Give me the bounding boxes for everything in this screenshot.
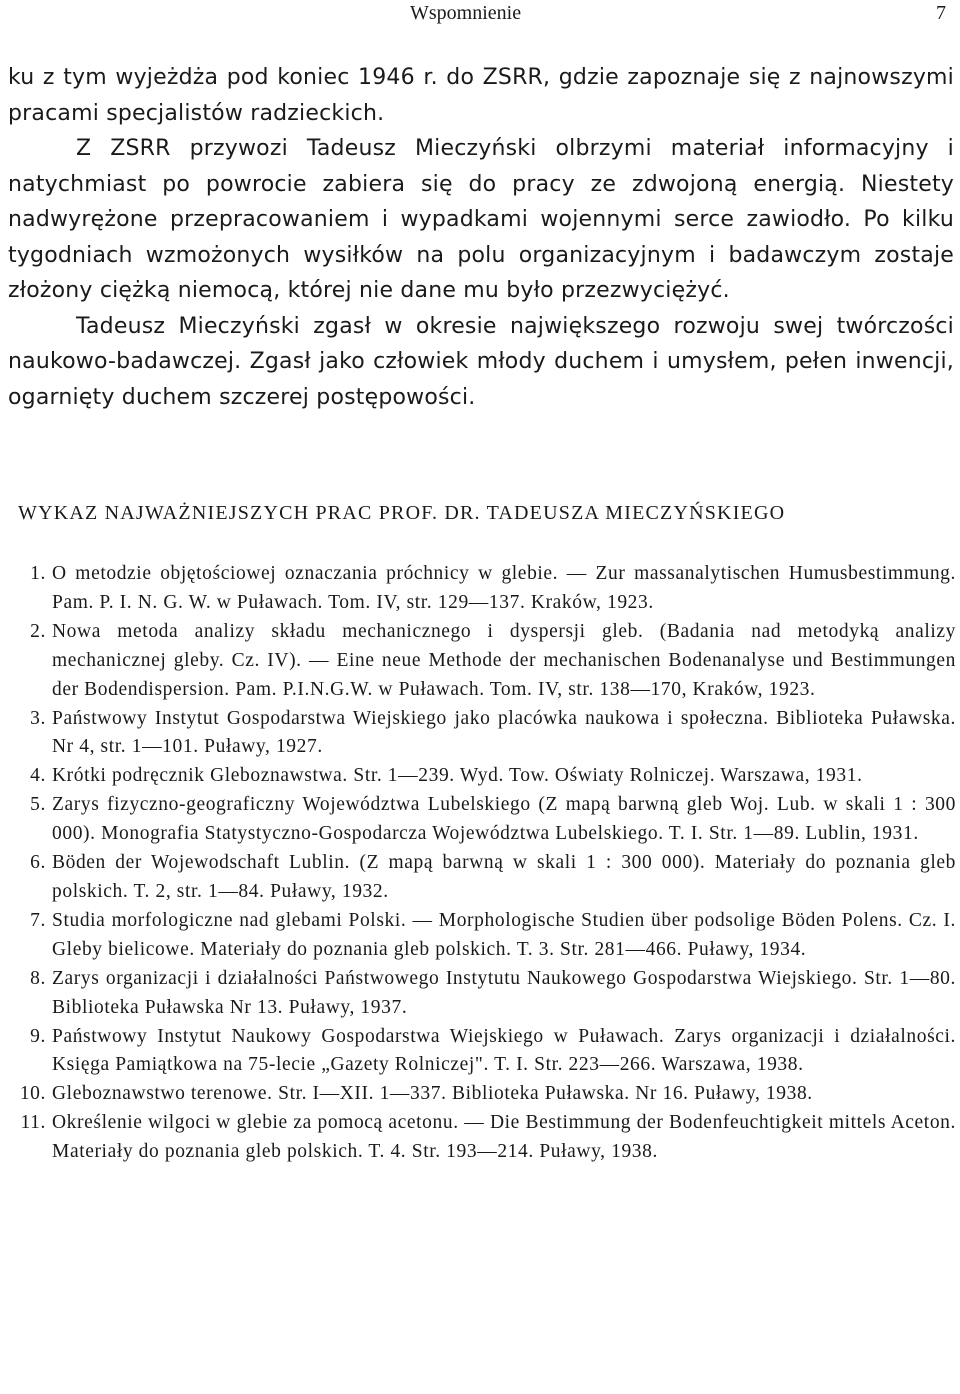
work-number: 4. xyxy=(30,765,46,787)
work-number: 8. xyxy=(30,967,46,989)
work-item xyxy=(8,1109,956,1167)
work-citation: O metodzie objętościowej oznaczania próchnicy w glebie. — Zur massanalytischen Humusbestimmung. Pam. P. I. N. G. W. w Puławach. Tom. IV, str. 129—137. Kraków, 1923. xyxy=(52,563,956,613)
work-citation: Nowa metoda analizy składu mechanicznego i dyspersji gleb. (Badania nad metodyką analizy mechanicznej gleby. Cz. IV). — Eine neue Methode der mechanischen Bodenanalyse und Bestimmungen der Bodendispersion. Pam. P.I.N.G.W. w Puławach. Tom. IV, str. 138—170, Kraków, 1923. xyxy=(52,620,956,700)
works-list-heading: WYKAZ NAJWAŻNIEJSZYCH PRAC PROF. DR. TADEUSZA MIECZYŃSKIEGO xyxy=(18,502,786,524)
work-number: 11. xyxy=(20,1112,46,1134)
work-item xyxy=(8,849,956,907)
body-paragraph: Tadeusz Mieczyński zgasł w okresie największego rozwoju swej twórczości naukowo-badawczej. Zgasł jako człowiek młody duchem i umysłem, pełen inwencji, ogarnięty duchem szczerej postępowości. xyxy=(8,313,954,410)
work-number: 7. xyxy=(30,909,46,931)
running-header xyxy=(0,2,960,28)
work-item xyxy=(8,560,956,618)
work-item xyxy=(8,907,956,965)
work-item xyxy=(8,1023,956,1081)
work-number: 6. xyxy=(30,852,46,874)
work-citation: Zarys organizacji i działalności Państwowego Instytutu Naukowego Gospodarstwa Wiejskiego. Str. 1—80. Biblioteka Puławska Nr 13. Puławy, 1937. xyxy=(52,967,956,1018)
running-title: Wspomnienie xyxy=(410,2,522,24)
work-item xyxy=(8,965,956,1023)
work-item xyxy=(8,791,956,849)
work-number: 9. xyxy=(30,1025,46,1047)
body-paragraph: ku z tym wyjeżdża pod koniec 1946 r. do ZSRR, gdzie zapoznaje się z najnowszymi pracami specjalistów radzieckich. xyxy=(8,65,954,126)
work-number: 10. xyxy=(19,1083,46,1105)
work-item xyxy=(8,618,956,705)
work-citation: Państwowy Instytut Naukowy Gospodarstwa Wiejskiego w Puławach. Zarys organizacji i działalności. Księga Pamiątkowa na 75-lecie „Gazety Rolniczej". T. I. Str. 223—266. Warszawa, 1938. xyxy=(52,1025,956,1076)
work-number: 5. xyxy=(30,794,46,816)
work-citation: Określenie wilgoci w glebie za pomocą acetonu. — Die Bestimmung der Bodenfeuchtigkeit mittels Aceton. Materiały do poznania gleb polskich. T. 4. Str. 193—214. Puławy, 1938. xyxy=(52,1112,956,1163)
works-list xyxy=(8,560,956,1167)
work-item xyxy=(8,705,956,763)
work-citation: Zarys fizyczno-geograficzny Województwa Lubelskiego (Z mapą barwną gleb Woj. Lub. w skali 1 : 300 000). Monografia Statystyczno-Gospodarcza Województwa Lubelskiego. T. I. Str. 1—89. Lublin, 1931. xyxy=(52,794,956,845)
work-number: 1. xyxy=(30,563,46,584)
work-item xyxy=(8,762,956,791)
work-citation: Böden der Wojewodschaft Lublin. (Z mapą barwną w skali 1 : 300 000). Materiały do poznania gleb polskich. T. 2, str. 1—84. Puławy, 1932. xyxy=(52,852,956,902)
body-paragraph: Z ZSRR przywozi Tadeusz Mieczyński olbrzymi materiał informacyjny i natychmiast po powrocie zabiera się do pracy ze zdwojoną energią. Niestety nadwyrężone przepracowaniem i wypadkami wojennymi serce zawiodło. Po kilku tygodniach wzmożonych wysiłków na polu organizacyjnym i badawczym zostaje złożony ciężką niemocą, której nie dane mu było przezwyciężyć. xyxy=(8,136,954,303)
page-number: 7 xyxy=(936,2,946,24)
work-citation: Gleboznawstwo terenowe. Str. I—XII. 1—337. Biblioteka Puławska. Nr 16. Puławy, 1938. xyxy=(52,1083,813,1105)
work-citation: Studia morfologiczne nad glebami Polski. — Morphologische Studien über podsolige Böden Polens. Cz. I. Gleby bielicowe. Materiały do poznania gleb polskich. T. 3. Str. 281—466. Puławy, 1934. xyxy=(52,909,956,960)
work-number: 2. xyxy=(30,620,46,642)
work-citation: Państwowy Instytut Gospodarstwa Wiejskiego jako placówka naukowa i społeczna. Biblioteka Puławska. Nr 4, str. 1—101. Puławy, 1927. xyxy=(52,707,956,758)
body-text xyxy=(8,60,954,415)
work-number: 3. xyxy=(30,707,46,729)
work-citation: Krótki podręcznik Gleboznawstwa. Str. 1—239. Wyd. Tow. Oświaty Rolniczej. Warszawa, 1931. xyxy=(52,765,863,787)
work-item xyxy=(8,1080,956,1109)
